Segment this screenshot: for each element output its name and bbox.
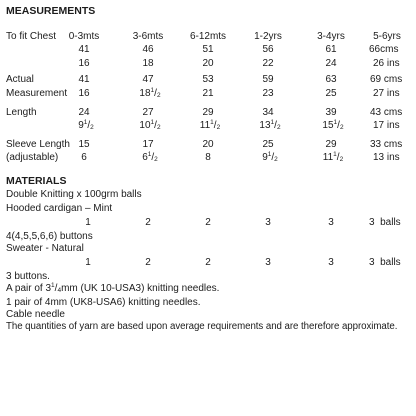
row-label-sleeve-length: Sleeve Length — [6, 139, 70, 150]
fraction-denominator: 2 — [156, 92, 161, 99]
materials-heading: MATERIALS — [6, 175, 67, 187]
fraction-whole: 16 — [78, 88, 90, 99]
table-cell: 20 — [202, 139, 214, 150]
fraction-whole: 27 ins — [373, 88, 400, 99]
table-cell — [262, 89, 273, 99]
table-cell: 59 — [262, 74, 274, 85]
table-cell — [325, 89, 336, 99]
table-cell: 41 — [78, 44, 90, 55]
fraction-numerator: 1 — [150, 87, 155, 94]
fraction-whole: 6 — [142, 152, 148, 163]
fraction-numerator: 1 — [333, 151, 337, 158]
fraction-whole: 6 — [81, 152, 87, 163]
fraction-numerator: 1 — [150, 119, 155, 126]
fraction-denominator: 2 — [339, 124, 344, 131]
table-cell: 56 — [262, 44, 274, 55]
fraction-denominator: 2 — [154, 156, 158, 163]
cardigan-balls-cell: 3 balls — [369, 217, 401, 228]
cardigan-balls-cell: 2 — [145, 217, 151, 228]
fraction-whole: 9 — [78, 120, 84, 131]
fraction-denominator: 2 — [216, 124, 221, 131]
table-cell: 24 — [78, 107, 90, 118]
size-header-1-2yrs: 1-2yrs — [254, 31, 282, 42]
fraction-whole: 17 ins — [373, 120, 400, 131]
fraction-whole: 23 — [262, 88, 274, 99]
table-cell: 16 — [78, 58, 90, 69]
table-cell: 25 — [262, 139, 274, 150]
table-cell: 20 — [202, 58, 214, 69]
table-cell: $10^1/_2$ — [139, 119, 161, 131]
fraction-denominator: 2 — [276, 124, 281, 131]
fraction-whole: 11 — [322, 152, 334, 163]
table-cell: $9^1/_2$ — [78, 119, 94, 131]
cardigan-balls-cell: 3 — [265, 217, 271, 228]
sweater-balls-cell: 3 balls — [369, 257, 401, 268]
fraction-numerator: 1 — [83, 119, 88, 126]
table-cell: $18^1/_2$ — [139, 87, 161, 99]
table-cell: 27 — [142, 107, 154, 118]
fraction-denominator: 2 — [156, 124, 161, 131]
table-cell: $11^1/_2$ — [322, 151, 344, 163]
table-cell: 61 — [325, 44, 337, 55]
fraction-whole: 18 — [139, 88, 151, 99]
fraction-whole: 9 — [262, 152, 268, 163]
table-cell: $11^1/_2$ — [199, 119, 221, 131]
table-cell: 26 ins — [373, 58, 400, 69]
cardigan-label: Hooded cardigan – Mint — [6, 203, 113, 214]
size-header-0-3mts: 0-3mts — [68, 31, 100, 42]
size-header-6-12mts: 6-12mts — [189, 31, 227, 42]
table-cell: 29 — [325, 139, 337, 150]
sweater-balls-cell: 2 — [205, 257, 211, 268]
fraction-denominator: 4 — [57, 287, 62, 294]
table-cell: 41 — [78, 74, 90, 85]
yarn-quantity-note: The quantities of yarn are based upon average requirements and are therefore approximate. — [6, 321, 398, 332]
yarn-description: Double Knitting x 100grm balls — [6, 189, 142, 200]
table-cell: 47 — [142, 74, 154, 85]
cardigan-balls-cell: 2 — [205, 217, 211, 228]
table-cell: 66cms — [369, 44, 399, 55]
needles-small: A pair of $3^1/_4mm$ (UK 10-USA3) knitting needles. — [6, 282, 220, 294]
fraction-whole: 13 ins — [373, 152, 400, 163]
fraction-whole: 15 — [322, 120, 334, 131]
table-cell: 39 — [325, 107, 337, 118]
table-cell: $9^1/_2$ — [262, 151, 278, 163]
table-cell — [205, 153, 211, 163]
table-cell — [81, 153, 87, 163]
table-cell: 18 — [142, 58, 154, 69]
table-cell: 24 — [325, 58, 337, 69]
table-cell: $13^1/_2$ — [259, 119, 281, 131]
fraction-numerator: 1 — [333, 119, 338, 126]
table-cell: 17 — [142, 139, 154, 150]
cardigan-buttons: 4(4,5,5,6,6) buttons — [6, 231, 93, 242]
table-cell: 33 cms — [370, 139, 403, 150]
table-cell: 51 — [202, 44, 214, 55]
row-label-measurement: Measurement — [6, 88, 68, 99]
fraction-whole: 13 — [259, 120, 271, 131]
table-cell: 46 — [142, 44, 154, 55]
fraction-numerator: 1 — [51, 282, 55, 289]
fraction-numerator: 1 — [147, 151, 152, 158]
sweater-balls-cell: 3 — [328, 257, 334, 268]
table-cell — [78, 89, 89, 99]
row-label-to-fit-chest: To fit Chest — [6, 31, 57, 42]
table-cell: 43 cms — [370, 107, 403, 118]
table-cell: 34 — [262, 107, 274, 118]
fraction-numerator: 1 — [270, 119, 275, 126]
table-cell: 69 cms — [370, 74, 403, 85]
row-label-length: Length — [6, 107, 37, 118]
fraction-numerator: 1 — [210, 119, 214, 126]
needles-small-post: mm (UK 10-USA3) knitting needles. — [61, 283, 220, 294]
table-cell: 15 — [78, 139, 90, 150]
cardigan-balls-cell: 3 — [328, 217, 334, 228]
cardigan-balls-cell: 1 — [85, 217, 91, 228]
size-header-3-6mts: 3-6mts — [132, 31, 164, 42]
size-header-3-4yrs: 3-4yrs — [317, 31, 345, 42]
sweater-buttons: 3 buttons. — [6, 271, 50, 282]
fraction-numerator: 1 — [267, 151, 272, 158]
table-cell — [202, 89, 213, 99]
fraction-whole: 8 — [205, 152, 211, 163]
table-cell: 29 — [202, 107, 214, 118]
measurements-heading: MEASUREMENTS — [6, 5, 96, 17]
fraction-whole: 25 — [325, 88, 337, 99]
row-label-actual: Actual — [6, 74, 34, 85]
table-cell — [373, 89, 400, 99]
sweater-label: Sweater - Natural — [6, 243, 84, 254]
table-cell: $6^1/_2$ — [142, 151, 158, 163]
fraction-denominator: 2 — [274, 156, 278, 163]
fraction-whole: 21 — [202, 88, 214, 99]
size-header-5-6yrs: 5-6yrs — [373, 31, 401, 42]
fraction-whole: 11 — [199, 120, 211, 131]
sweater-balls-cell: 3 — [265, 257, 271, 268]
sweater-balls-cell: 1 — [85, 257, 91, 268]
fraction-denominator: 2 — [339, 156, 344, 163]
table-cell: $15^1/_2$ — [322, 119, 344, 131]
needles-small-pre: A pair of 3 — [6, 283, 52, 294]
sweater-balls-cell: 2 — [145, 257, 151, 268]
table-cell — [373, 121, 400, 131]
fraction-denominator: 2 — [90, 124, 94, 131]
cable-needle: Cable needle — [6, 309, 65, 320]
table-cell: 63 — [325, 74, 337, 85]
row-label-adjustable: (adjustable) — [6, 152, 59, 163]
table-cell: 22 — [262, 58, 274, 69]
needles-large: 1 pair of 4mm (UK8-USA6) knitting needles. — [6, 297, 201, 308]
table-cell — [373, 153, 400, 163]
table-cell: 53 — [202, 74, 214, 85]
fraction-whole: 10 — [139, 120, 151, 131]
